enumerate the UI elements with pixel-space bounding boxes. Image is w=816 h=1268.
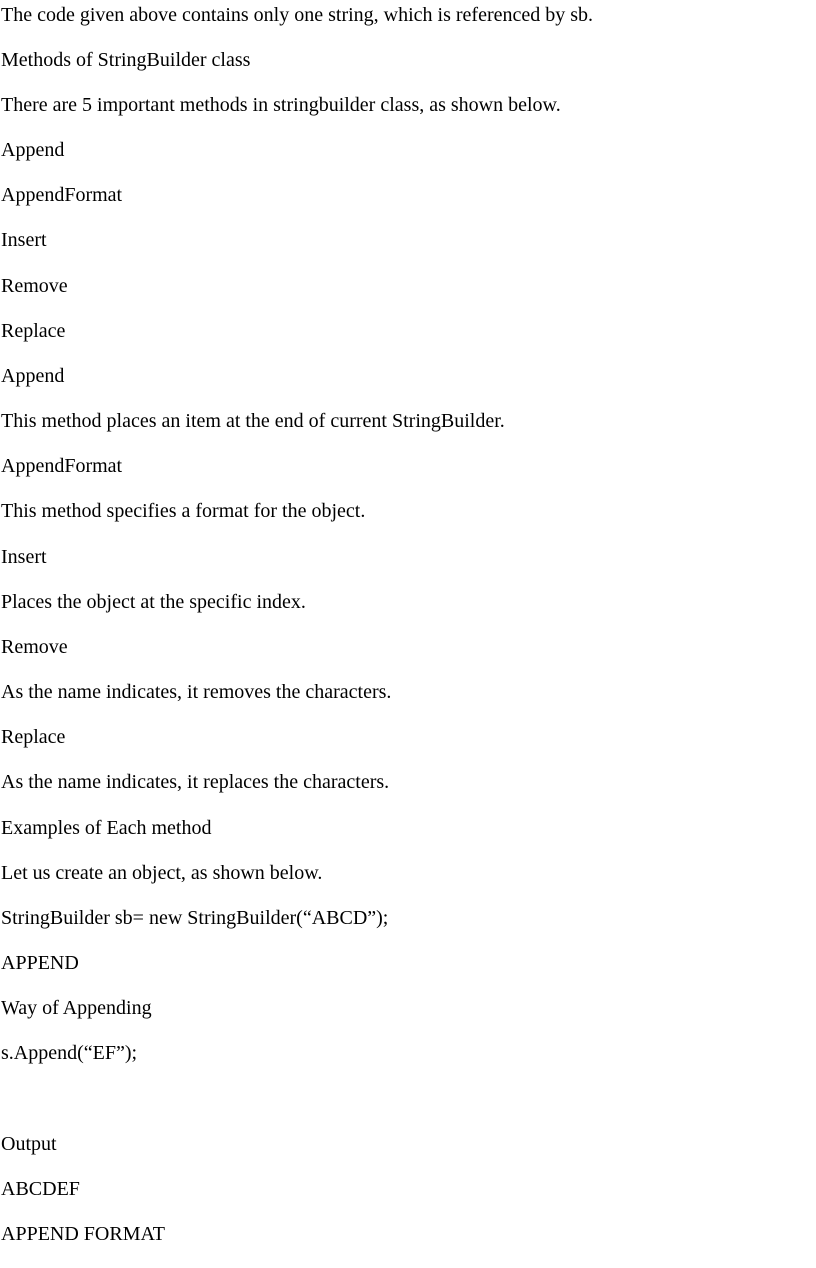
- text-line: Remove: [1, 275, 68, 297]
- text-line: ABCDEF: [1, 1178, 80, 1200]
- text-line: Replace: [1, 726, 66, 748]
- text-line: Output: [1, 1133, 57, 1155]
- text-line: There are 5 important methods in stringbuilder class, as shown below.: [1, 94, 561, 116]
- text-line: APPEND FORMAT: [1, 1223, 165, 1245]
- text-line: AppendFormat: [1, 184, 123, 206]
- text-line: Append: [1, 365, 65, 387]
- text-line: Examples of Each method: [1, 817, 212, 839]
- text-line: As the name indicates, it removes the characters.: [1, 681, 392, 703]
- text-line: Append: [1, 139, 65, 161]
- text-line: Methods of StringBuilder class: [1, 49, 251, 71]
- text-line: As the name indicates, it replaces the characters.: [1, 771, 390, 793]
- text-line: Let us create an object, as shown below.: [1, 862, 323, 884]
- text-line: APPEND: [1, 952, 79, 974]
- text-line: Places the object at the specific index.: [1, 591, 306, 613]
- text-line: This method specifies a format for the object.: [1, 500, 366, 522]
- text-line: AppendFormat: [1, 455, 123, 477]
- text-line: Replace: [1, 320, 66, 342]
- text-line: Insert: [1, 229, 47, 251]
- text-line: s.Append(“EF”);: [1, 1042, 138, 1064]
- text-line: Insert: [1, 546, 47, 568]
- text-line: This method places an item at the end of current StringBuilder.: [1, 410, 505, 432]
- text-line: The code given above contains only one string, which is referenced by sb.: [1, 4, 594, 26]
- text-line: Way of Appending: [1, 997, 152, 1019]
- text-line: StringBuilder sb= new StringBuilder(“ABCD”);: [1, 907, 389, 929]
- text-line: Remove: [1, 636, 68, 658]
